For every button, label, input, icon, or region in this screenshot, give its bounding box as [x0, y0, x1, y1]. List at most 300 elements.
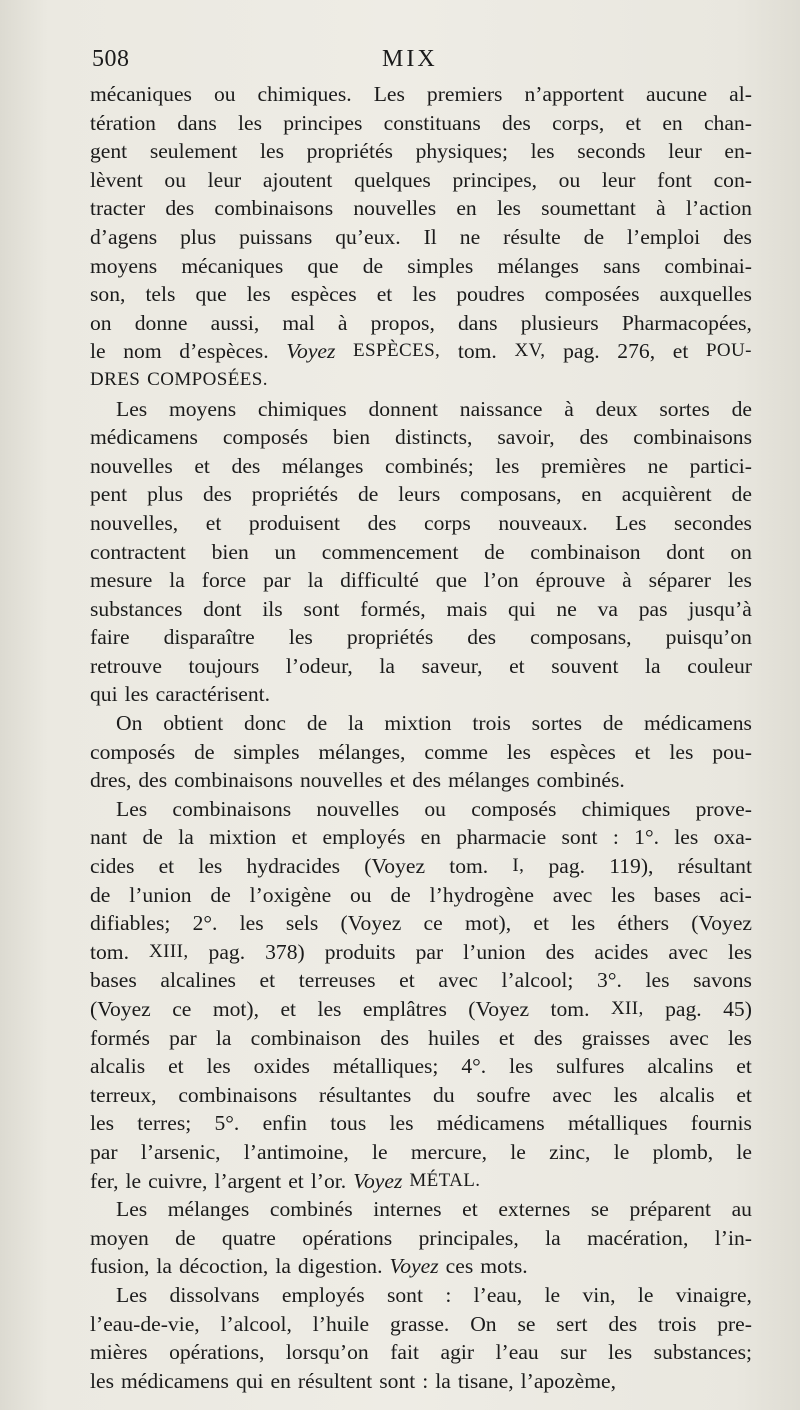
- text-line: [90, 1109, 752, 1138]
- word: l’eau: [495, 1340, 539, 1365]
- word: :: [445, 1282, 452, 1307]
- word: les: [506, 739, 531, 764]
- word: XIII,: [149, 940, 189, 962]
- word: l’union: [463, 939, 526, 964]
- word: l’or.: [310, 1168, 347, 1193]
- word: espèces: [549, 739, 616, 764]
- word: grasse.: [389, 1311, 450, 1336]
- word: dans: [177, 110, 217, 135]
- word: ajoutent: [262, 167, 333, 192]
- word: sulfures: [556, 1054, 625, 1079]
- word: combinaison: [530, 539, 641, 564]
- word: alcalis: [90, 1054, 146, 1079]
- word: mécaniques: [90, 82, 192, 106]
- word: ou: [424, 796, 446, 821]
- text-line: [90, 480, 752, 509]
- word: deux: [595, 396, 638, 421]
- word: et: [462, 1197, 478, 1222]
- word: 2°.: [192, 911, 218, 936]
- word: et: [194, 453, 210, 478]
- word: puissans: [239, 224, 313, 249]
- word: mécaniques: [181, 253, 284, 278]
- word: des: [203, 482, 232, 507]
- word: ne: [647, 453, 669, 478]
- word: la: [215, 1025, 232, 1050]
- word: plus: [147, 482, 184, 507]
- word: les: [728, 939, 752, 964]
- word: mélanges: [497, 253, 579, 278]
- word: et: [168, 1054, 184, 1079]
- text-line: [90, 566, 752, 595]
- word: les: [90, 1368, 114, 1393]
- word: partici-: [689, 453, 752, 478]
- word: tom.: [449, 854, 489, 879]
- word: jusqu’à: [688, 596, 752, 621]
- word: de: [210, 882, 231, 907]
- text-line: [90, 538, 752, 567]
- word: COMPOSÉES.: [147, 368, 268, 390]
- word: dont: [666, 539, 705, 564]
- word: tracter: [90, 196, 146, 221]
- word: et: [288, 1168, 304, 1193]
- word: externes: [498, 1197, 571, 1222]
- text-line: [90, 1024, 752, 1053]
- word: Les: [116, 1197, 148, 1222]
- word: l’eau,: [473, 1282, 523, 1307]
- word: simples: [407, 253, 474, 278]
- word: (Voyez: [90, 997, 151, 1021]
- word: fournis: [690, 1111, 752, 1136]
- word: chimiques.: [257, 82, 352, 106]
- text-line: [90, 509, 752, 538]
- word: les: [246, 282, 271, 307]
- word: emplâtres: [362, 997, 447, 1021]
- word: les: [608, 1340, 633, 1365]
- word: sont: [379, 1368, 416, 1393]
- word: le: [544, 1282, 561, 1307]
- word: oxides: [253, 1054, 310, 1079]
- word: et: [389, 768, 406, 793]
- word: premières: [540, 453, 627, 478]
- word: de: [731, 482, 752, 507]
- running-head: MIX: [382, 46, 438, 72]
- word: à: [337, 310, 348, 335]
- word: MÉTAL.: [409, 1169, 481, 1191]
- word: sortes: [531, 711, 583, 736]
- word: obtient: [163, 711, 224, 736]
- word: la: [645, 653, 661, 678]
- text-line: [90, 166, 752, 195]
- word: des: [502, 110, 531, 135]
- word: ces: [445, 1254, 474, 1279]
- word: les: [206, 1054, 231, 1079]
- text-line: [90, 1081, 752, 1110]
- word: composés: [471, 796, 557, 821]
- word: ou: [349, 882, 372, 907]
- word: qu’eux.: [335, 224, 401, 249]
- word: corps,: [552, 110, 605, 135]
- word: zinc,: [549, 1139, 591, 1164]
- word: :: [422, 1368, 429, 1393]
- word: d’espèces.: [179, 339, 269, 364]
- word: qui: [235, 1368, 264, 1393]
- text-line: [90, 595, 752, 624]
- word: mots.: [480, 1254, 528, 1279]
- word: en: [662, 110, 683, 135]
- word: 378): [265, 939, 305, 964]
- word: le: [372, 1139, 388, 1164]
- word: souvent: [551, 653, 619, 678]
- word: composés: [222, 425, 309, 450]
- word: avec: [552, 1082, 592, 1107]
- word: tom.: [90, 939, 129, 964]
- word: commencement: [321, 539, 459, 564]
- word: de: [602, 711, 624, 736]
- word: macération,: [587, 1225, 689, 1250]
- word: alcalines: [160, 968, 236, 993]
- word: et: [634, 739, 651, 764]
- word: composés: [90, 739, 176, 764]
- word: par: [169, 1025, 197, 1050]
- word: pent: [90, 482, 128, 507]
- word: POU-: [705, 340, 752, 362]
- word: de: [357, 482, 379, 507]
- text-line: [90, 80, 752, 109]
- word: Voyez: [389, 1254, 439, 1279]
- word: caractérisent.: [155, 682, 271, 707]
- word: pas: [638, 596, 668, 621]
- word: dissolvans: [169, 1282, 260, 1307]
- word: simples: [233, 739, 300, 764]
- text-line: [90, 823, 752, 852]
- word: aussi,: [210, 310, 260, 335]
- word: plus: [180, 224, 217, 249]
- word: enfin: [262, 1111, 307, 1136]
- word: les: [674, 825, 699, 850]
- word: par: [90, 1139, 118, 1164]
- word: le: [637, 1282, 654, 1307]
- word: difficulté: [340, 568, 419, 593]
- word: la: [156, 1254, 172, 1279]
- word: les: [198, 854, 223, 879]
- word: Voyez: [353, 1168, 403, 1193]
- word: les: [238, 110, 263, 135]
- word: internes: [373, 1197, 442, 1222]
- text-line: [90, 652, 752, 681]
- word: les: [611, 882, 636, 907]
- word: :: [612, 825, 619, 850]
- word: nouvelles: [316, 796, 400, 821]
- text-line: [90, 452, 752, 481]
- word: et: [280, 997, 297, 1021]
- word: produisent: [248, 510, 341, 535]
- word: seconds: [577, 139, 646, 164]
- word: le: [125, 1168, 142, 1193]
- word: Pharmacopées,: [621, 310, 752, 335]
- word: espèces: [290, 282, 357, 307]
- word: et: [509, 653, 525, 678]
- word: pag.: [208, 939, 246, 964]
- word: avec: [438, 968, 478, 993]
- word: combinés;: [385, 453, 474, 478]
- word: l’hydrogène: [429, 882, 534, 907]
- word: nant: [90, 825, 128, 850]
- word: mélanges: [448, 768, 530, 793]
- word: difiables;: [90, 911, 171, 936]
- page-header: [92, 46, 752, 76]
- word: les: [509, 1054, 534, 1079]
- text-line: [90, 766, 752, 795]
- word: l’argent: [214, 1168, 282, 1193]
- word: alcalis: [659, 1082, 715, 1107]
- text-line: [90, 252, 752, 281]
- word: dans: [457, 310, 498, 335]
- text-line: [90, 1281, 752, 1310]
- word: de: [362, 253, 384, 278]
- word: distincts,: [395, 425, 473, 450]
- word: du: [433, 1082, 455, 1107]
- word: combinés: [269, 1197, 353, 1222]
- word: composans,: [530, 625, 632, 650]
- word: ce: [172, 997, 192, 1021]
- word: va: [597, 596, 618, 621]
- word: et: [736, 1054, 752, 1079]
- word: tération: [90, 110, 156, 135]
- word: donnent: [368, 396, 439, 421]
- word: le: [510, 1139, 526, 1164]
- word: l’alcool,: [220, 1311, 292, 1336]
- word: huiles: [428, 1025, 480, 1050]
- word: les: [530, 139, 555, 164]
- text-line: [90, 795, 752, 824]
- word: combinaisons: [633, 425, 752, 450]
- word: le: [736, 1139, 752, 1164]
- word: médicamens: [436, 1111, 545, 1136]
- word: couleur: [687, 653, 752, 678]
- word: résulte: [503, 224, 561, 249]
- word: des: [231, 453, 261, 478]
- word: leurs: [398, 482, 441, 507]
- word: et: [376, 282, 393, 307]
- word: pag.: [548, 854, 586, 879]
- word: éprouve: [535, 568, 606, 593]
- word: médicamens: [121, 1368, 229, 1393]
- text-line: [90, 938, 752, 967]
- word: I,: [512, 855, 525, 877]
- word: les: [613, 1082, 638, 1107]
- word: et: [259, 968, 276, 993]
- word: sels: [285, 911, 319, 936]
- word: comme: [424, 739, 488, 764]
- word: puisqu’on: [665, 625, 752, 650]
- word: nom: [123, 339, 162, 364]
- word: qui: [90, 682, 118, 707]
- word: tisane,: [457, 1368, 514, 1393]
- word: physiques;: [415, 139, 508, 164]
- word: pharmacie: [456, 825, 547, 850]
- text-line: [90, 1310, 752, 1339]
- word: vin,: [582, 1282, 616, 1307]
- word: à: [564, 396, 574, 421]
- word: principes,: [452, 167, 538, 192]
- word: se: [517, 1311, 536, 1336]
- word: principes: [283, 110, 363, 135]
- word: un: [274, 539, 297, 564]
- word: de: [194, 739, 215, 764]
- word: savons: [693, 968, 752, 993]
- word: sur: [560, 1340, 587, 1365]
- word: employés: [322, 825, 406, 850]
- word: mixtion: [209, 825, 277, 850]
- word: nouvelles: [353, 196, 437, 221]
- word: les: [669, 739, 694, 764]
- word: ou: [558, 167, 581, 192]
- word: médicamens: [644, 711, 752, 736]
- word: moyens: [90, 253, 158, 278]
- word: acides: [594, 939, 649, 964]
- word: sont: [303, 596, 340, 621]
- word: Les: [615, 510, 647, 535]
- word: à: [622, 568, 632, 593]
- word: on: [90, 310, 112, 335]
- word: 1°.: [634, 825, 659, 850]
- word: saveur,: [421, 653, 483, 678]
- word: des: [579, 425, 609, 450]
- word: des: [380, 1025, 409, 1050]
- text-line: [90, 738, 752, 767]
- word: ce: [423, 911, 443, 936]
- word: soumettant: [541, 196, 636, 221]
- word: des: [545, 939, 575, 964]
- word: naissance: [459, 396, 543, 421]
- word: éthers: [617, 911, 669, 936]
- word: combinaisons: [214, 196, 334, 221]
- page-number: 508: [92, 46, 130, 72]
- word: et: [625, 110, 642, 135]
- word: l’arsenic,: [140, 1139, 221, 1164]
- word: contractent: [90, 539, 186, 564]
- word: ne: [459, 224, 481, 249]
- word: combinaisons: [174, 768, 293, 793]
- word: des: [412, 768, 442, 793]
- text-line: [90, 909, 752, 938]
- word: les: [389, 1111, 414, 1136]
- word: de: [142, 825, 163, 850]
- word: terreux,: [90, 1082, 157, 1107]
- word: mélanges,: [318, 739, 406, 764]
- word: aci-: [719, 882, 752, 907]
- word: oxa-: [713, 825, 752, 850]
- word: 5°.: [214, 1111, 240, 1136]
- word: combinaisons: [178, 1082, 298, 1107]
- word: pre-: [717, 1311, 752, 1336]
- word: les: [727, 568, 752, 593]
- word: avec: [668, 939, 708, 964]
- word: Il: [423, 224, 437, 249]
- word: et: [736, 1082, 752, 1107]
- text-line: [90, 395, 752, 424]
- word: combinaison: [250, 1025, 362, 1050]
- word: bien: [332, 425, 371, 450]
- word: combinaisons: [172, 796, 292, 821]
- word: médicamens: [90, 425, 198, 450]
- word: des: [467, 625, 497, 650]
- word: séparer: [648, 568, 711, 593]
- word: mélanges: [281, 453, 364, 478]
- word: al-: [729, 82, 752, 106]
- text-line: [90, 137, 752, 166]
- word: donc: [244, 711, 286, 736]
- word: ne: [556, 596, 577, 621]
- word: la: [275, 1254, 291, 1279]
- word: principales,: [418, 1225, 519, 1250]
- word: les: [124, 682, 149, 707]
- word: les: [317, 997, 342, 1021]
- word: formés,: [360, 596, 426, 621]
- word: constituans: [383, 110, 481, 135]
- word: hydracides: [246, 854, 341, 879]
- word: corps: [423, 510, 471, 535]
- word: nouvelles: [90, 453, 173, 478]
- word: propriétés: [346, 625, 434, 650]
- word: (Voyez: [468, 997, 530, 1021]
- word: secondes: [674, 510, 752, 535]
- word: en: [420, 825, 441, 850]
- word: l’on: [483, 568, 519, 593]
- word: et: [399, 968, 415, 993]
- word: fer,: [90, 1168, 119, 1193]
- word: décoction,: [178, 1254, 269, 1279]
- word: en-: [724, 139, 752, 164]
- word: produits: [324, 939, 396, 964]
- text-line: [90, 366, 752, 395]
- word: aucune: [645, 82, 708, 106]
- text-line: [90, 709, 752, 738]
- word: Les: [116, 1282, 148, 1307]
- word: se: [590, 1197, 609, 1222]
- word: XII,: [610, 998, 644, 1019]
- word: ou: [164, 167, 186, 192]
- word: mal: [282, 310, 315, 335]
- word: tom.: [550, 997, 590, 1021]
- word: plusieurs: [520, 310, 599, 335]
- word: prove-: [695, 796, 752, 821]
- word: graisses: [581, 1025, 651, 1050]
- word: combinai-: [664, 253, 752, 278]
- word: bien: [211, 539, 249, 564]
- word: retrouve: [90, 653, 162, 678]
- word: l’oxigène: [249, 882, 332, 907]
- text-line: [90, 309, 752, 338]
- word: des: [367, 510, 397, 535]
- word: avec: [552, 882, 593, 907]
- word: d’agens: [90, 224, 158, 249]
- word: l’odeur,: [285, 653, 353, 678]
- word: disparaître: [163, 625, 255, 650]
- word: la: [379, 653, 395, 678]
- word: par: [415, 939, 444, 964]
- word: les: [412, 282, 437, 307]
- text-line: [90, 1367, 752, 1396]
- word: l’union: [129, 882, 192, 907]
- word: combinés.: [536, 768, 625, 793]
- word: faire: [90, 625, 130, 650]
- word: propriétés: [251, 482, 339, 507]
- word: chimiques: [581, 796, 671, 821]
- word: cides: [90, 854, 135, 879]
- text-line: [90, 223, 752, 252]
- word: propos,: [370, 310, 435, 335]
